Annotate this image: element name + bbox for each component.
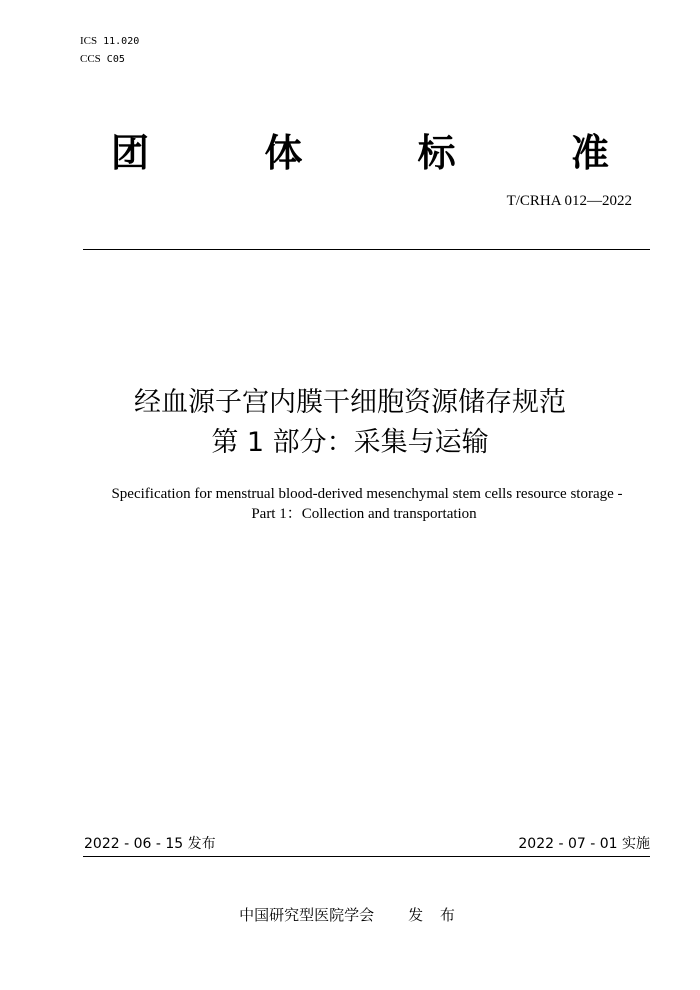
document-type-heading — [100, 130, 620, 176]
footer-divider — [83, 856, 650, 857]
doc-type-char: 标 — [417, 131, 456, 175]
title-zh-line-2: 第 1 部分：采集与运输 — [211, 427, 489, 458]
header-divider — [83, 249, 650, 250]
doc-type-char: 准 — [570, 131, 609, 175]
standard-number: T/CRHA 012—2022 — [506, 193, 632, 209]
publisher-line — [0, 905, 700, 925]
issue-date: 2022 - 06 - 15 发布 — [84, 836, 216, 852]
ccs-code: C05 — [106, 54, 125, 65]
title-en-line-1: Specification for menstrual blood-derived mesenchymal stem cells resource storage - — [111, 486, 623, 502]
ccs-label: CCS — [80, 53, 101, 65]
ics-code: 11.020 — [103, 36, 140, 47]
publisher-action: 发 布 — [408, 906, 461, 924]
publisher-name: 中国研究型医院学会 — [239, 906, 375, 924]
ics-label: ICS — [80, 35, 98, 47]
title-zh-line-1: 经血源子宫内膜干细胞资源储存规范 — [134, 387, 566, 418]
ics-classification — [80, 34, 139, 49]
ccs-classification — [80, 52, 125, 67]
implementation-date: 2022 - 07 - 01 实施 — [518, 836, 650, 852]
title-en-line-2: Part 1：Collection and transportation — [251, 506, 477, 522]
doc-type-char: 体 — [264, 131, 303, 175]
doc-type-char: 团 — [110, 131, 149, 175]
